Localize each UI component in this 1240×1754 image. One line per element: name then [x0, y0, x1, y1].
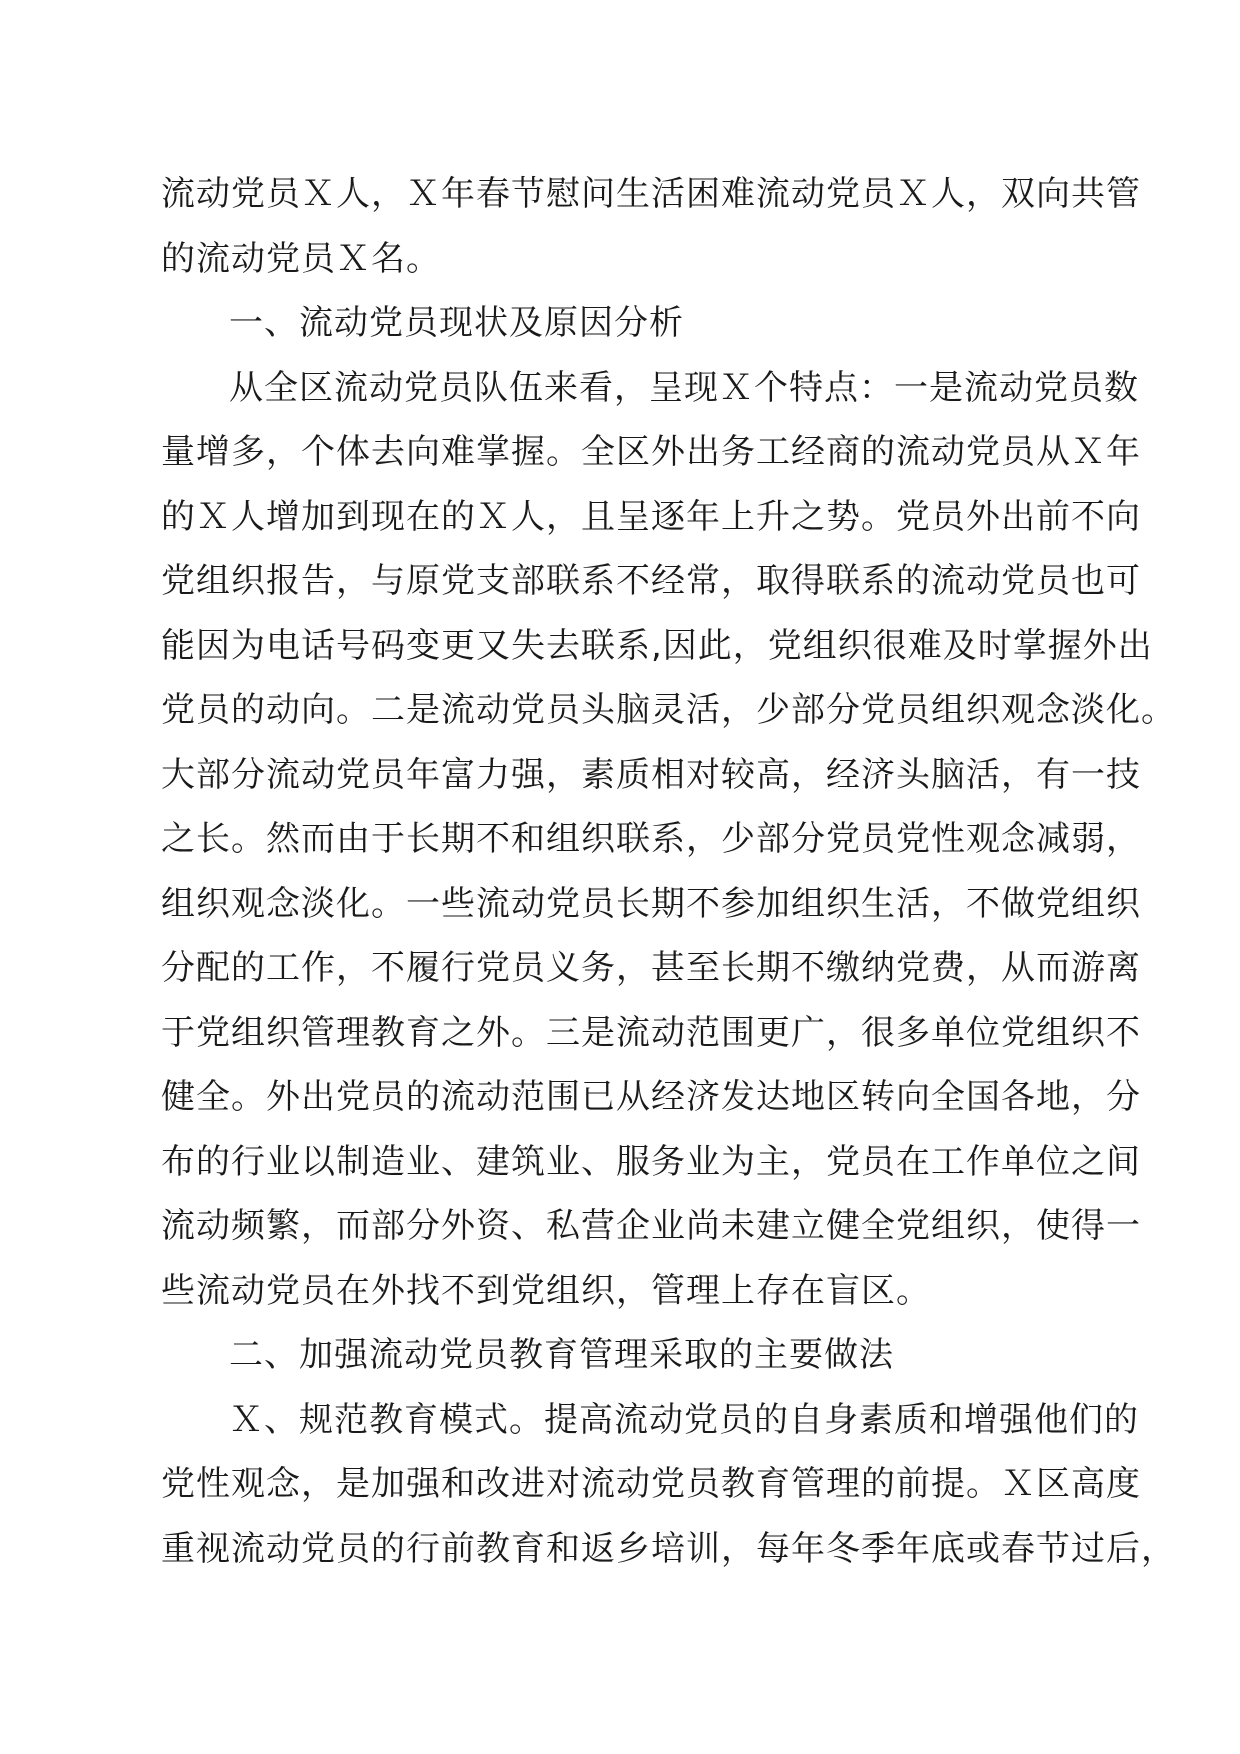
- paragraph-line: 从全区流动党员队伍来看，呈现Ｘ个特点：一是流动党员数: [229, 367, 1139, 408]
- section-heading-1: 一、流动党员现状及原因分析: [229, 303, 684, 343]
- paragraph-line: 健全。外出党员的流动范围已从经济发达地区转向全国各地，分: [161, 1077, 1141, 1117]
- paragraph-line: 于党组织管理教育之外。三是流动范围更广，很多单位党组织不: [161, 1012, 1141, 1053]
- paragraph-line: Ｘ、规范教育模式。提高流动党员的自身素质和增强他们的: [229, 1399, 1139, 1440]
- paragraph-line: 大部分流动党员年富力强，素质相对较高，经济头脑活，有一技: [161, 754, 1141, 795]
- paragraph-line: 分配的工作，不履行党员义务，甚至长期不缴纳党费，从而游离: [161, 948, 1141, 988]
- paragraph-line: 组织观念淡化。一些流动党员长期不参加组织生活，不做党组织: [161, 883, 1141, 924]
- paragraph-line: 布的行业以制造业、建筑业、服务业为主，党员在工作单位之间: [161, 1141, 1141, 1182]
- paragraph-line: 重视流动党员的行前教育和返乡培训，每年冬季年底或春节过后，: [161, 1528, 1176, 1569]
- paragraph-line: 党性观念，是加强和改进对流动党员教育管理的前提。Ｘ区高度: [161, 1464, 1141, 1504]
- document-body: [161, 162, 1176, 1581]
- paragraph-line: 的Ｘ人增加到现在的Ｘ人，且呈逐年上升之势。党员外出前不向: [161, 496, 1141, 537]
- paragraph-line: 流动频繁，而部分外资、私营企业尚未建立健全党组织，使得一: [161, 1206, 1141, 1246]
- paragraph-line: 能因为电话号码变更又失去联系,因此，党组织很难及时掌握外出: [161, 625, 1153, 666]
- section-heading-2: 二、加强流动党员教育管理采取的主要做法: [229, 1335, 894, 1375]
- paragraph-line: 些流动党员在外找不到党组织，管理上存在盲区。: [161, 1270, 931, 1311]
- paragraph-line: 之长。然而由于长期不和组织联系，少部分党员党性观念减弱，: [161, 819, 1141, 859]
- paragraph-line: 量增多，个体去向难掌握。全区外出务工经商的流动党员从Ｘ年: [161, 432, 1141, 472]
- paragraph-line: 党组织报告，与原党支部联系不经常，取得联系的流动党员也可: [161, 561, 1141, 601]
- paragraph-line: 流动党员Ｘ人，Ｘ年春节慰问生活困难流动党员Ｘ人，双向共管: [161, 174, 1141, 214]
- paragraph-line: 的流动党员Ｘ名。: [161, 238, 441, 279]
- paragraph-line: 党员的动向。二是流动党员头脑灵活，少部分党员组织观念淡化。: [161, 690, 1176, 730]
